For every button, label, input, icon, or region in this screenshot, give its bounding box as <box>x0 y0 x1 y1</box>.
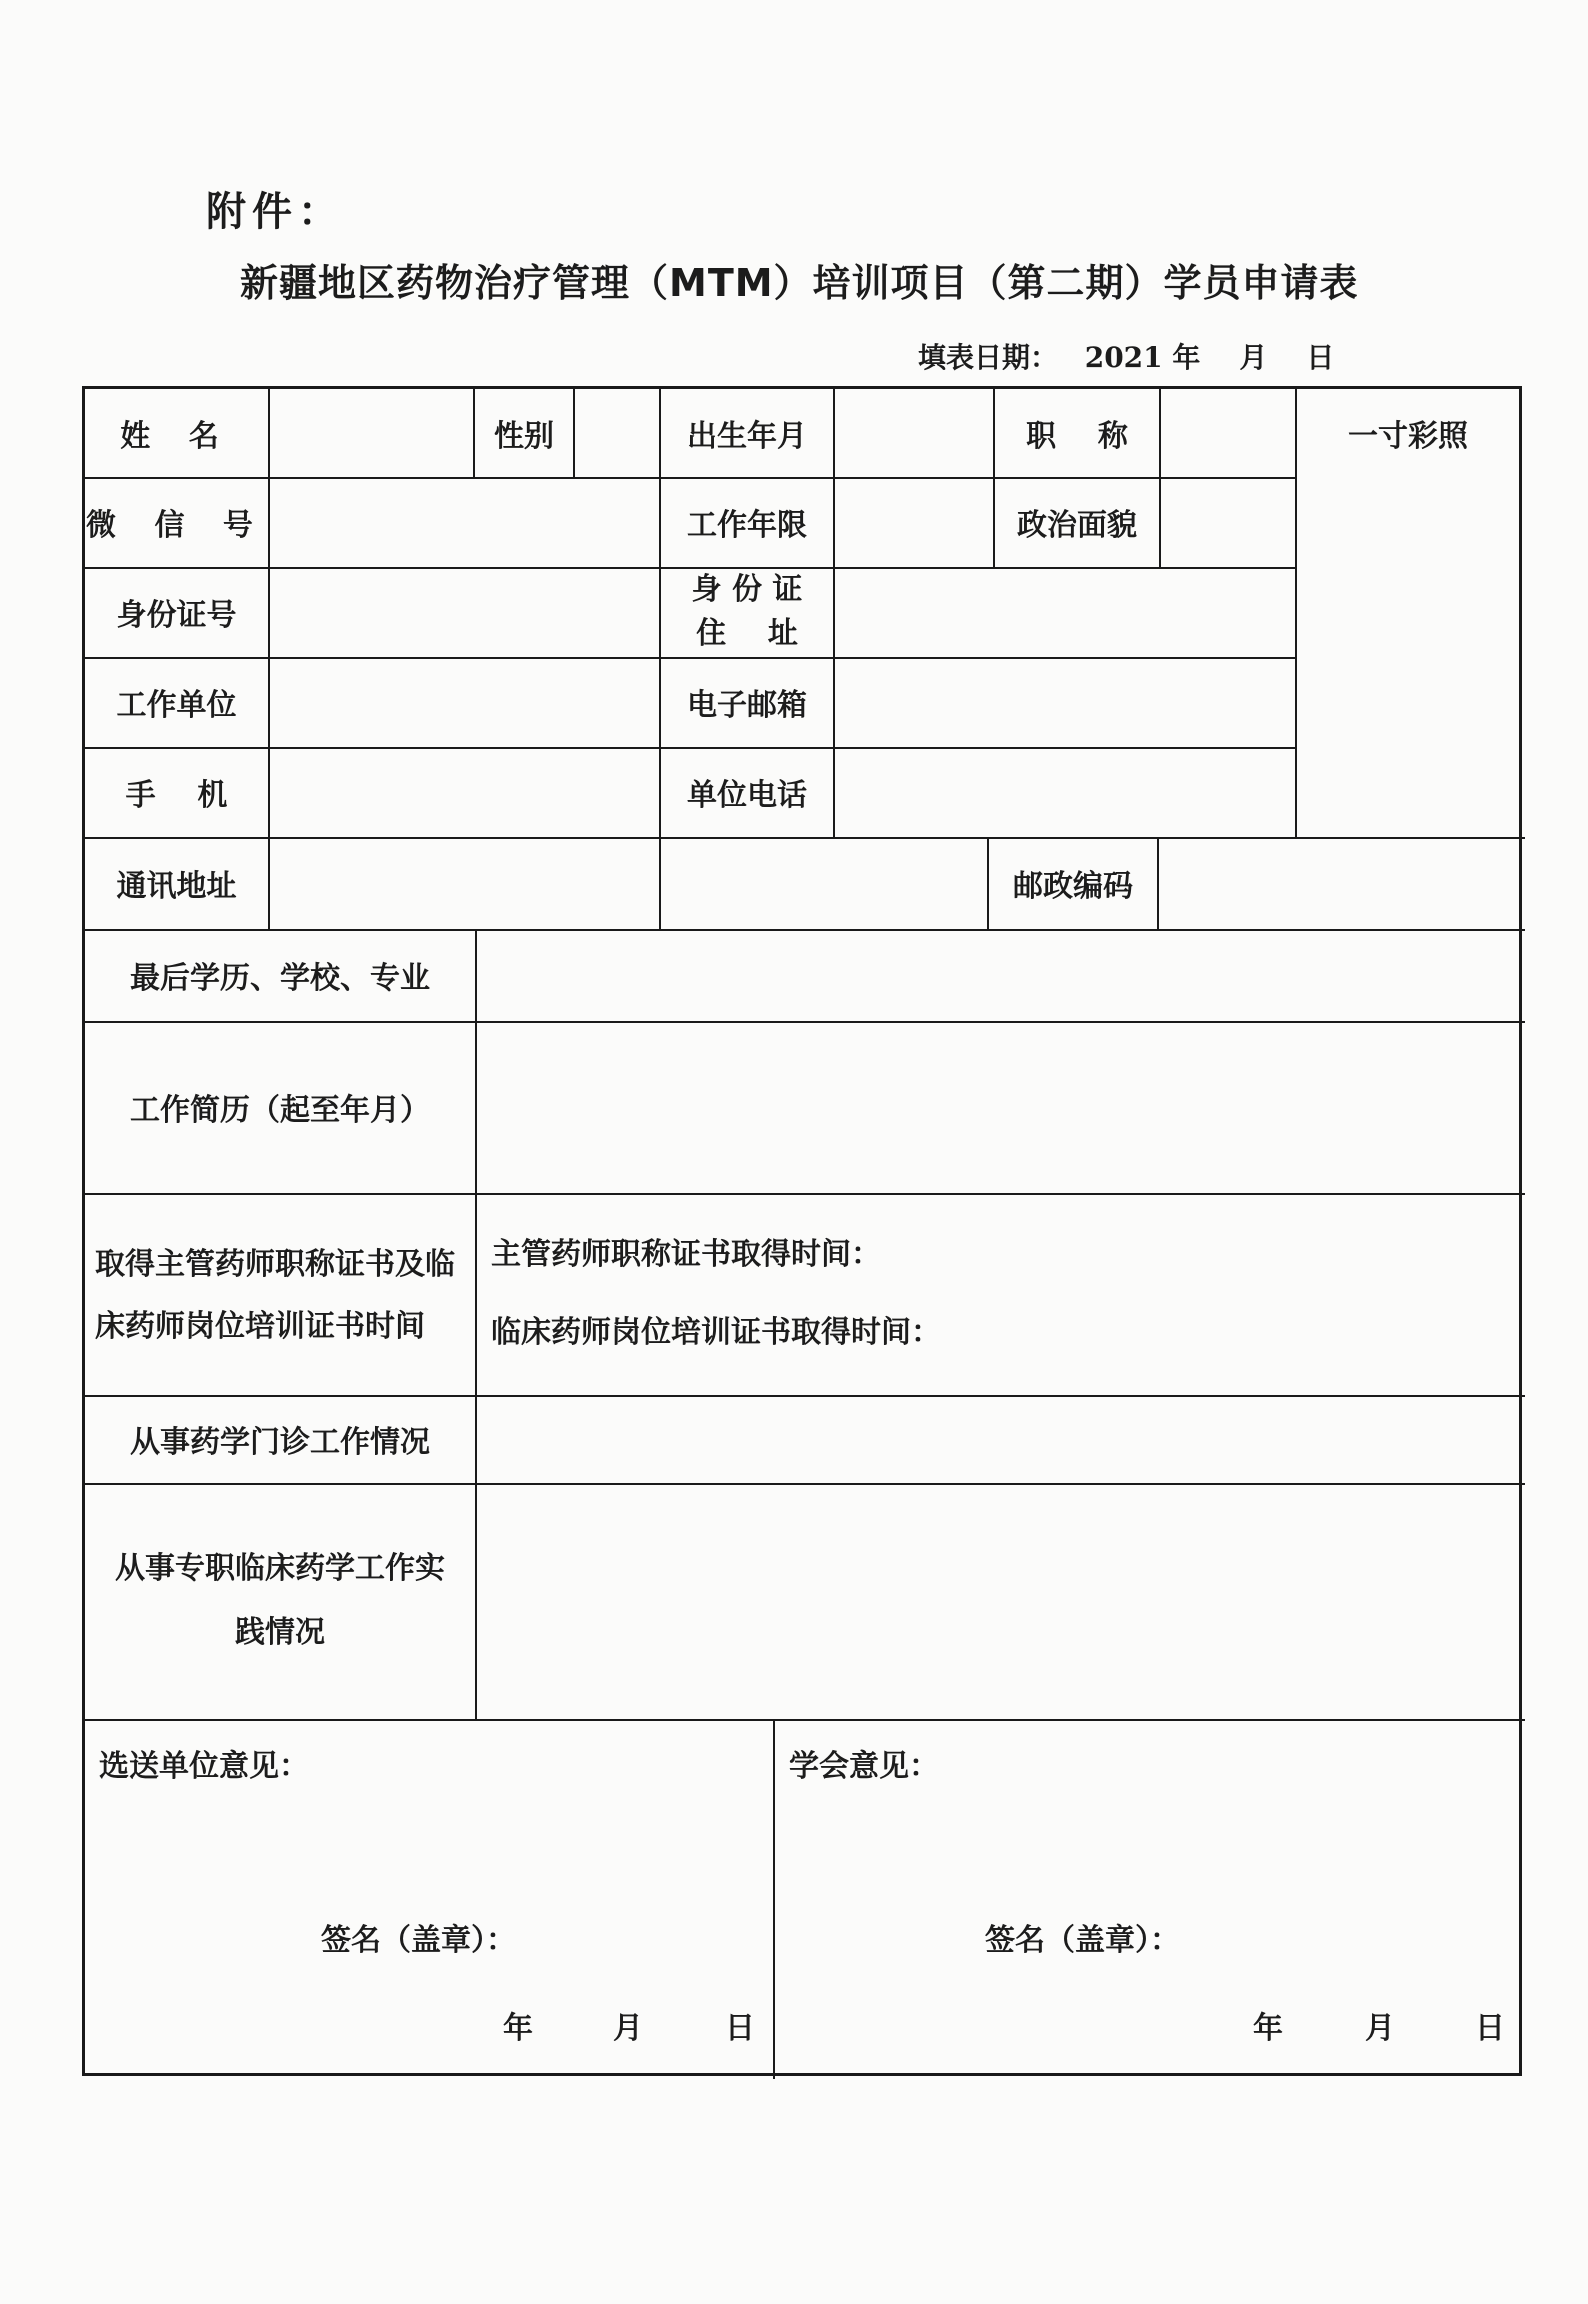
label-education: 最后学历、学校、专业 <box>130 961 430 996</box>
label-birth: 出生年月 <box>687 419 807 454</box>
label-employer: 工作单位 <box>116 688 237 723</box>
label-gender: 性别 <box>494 419 554 454</box>
form-title: 新疆地区药物治疗管理（MTM）培训项目（第二期）学员申请表 <box>240 261 1359 305</box>
label-title: 职 称 <box>1026 419 1128 454</box>
certificates-field[interactable] <box>477 1195 1519 1393</box>
label-clinical-practice: 从事专职临床药学工作实践情况 <box>115 1551 445 1650</box>
label-work-phone: 单位电话 <box>687 778 807 813</box>
unit-signature-label: 签名（盖章）： <box>321 1923 516 1958</box>
label-id-address-line2: 住 址 <box>696 616 798 651</box>
email-field[interactable] <box>835 657 1295 747</box>
label-name: 姓 名 <box>120 419 233 454</box>
work-phone-field[interactable] <box>835 747 1295 837</box>
cert-line-clinical: 临床药师岗位培训证书取得时间： <box>491 1315 941 1350</box>
employer-field[interactable] <box>270 657 659 747</box>
unit-opinion-field[interactable] <box>85 1721 773 2073</box>
unit-date-month: 月 <box>613 2011 643 2046</box>
unit-opinion-label: 选送单位意见： <box>99 1749 309 1784</box>
society-date-month: 月 <box>1365 2011 1395 2046</box>
political-field[interactable] <box>1161 477 1295 567</box>
label-clinic-work: 从事药学门诊工作情况 <box>130 1425 430 1460</box>
unit-date-day: 日 <box>725 2011 755 2046</box>
education-field[interactable] <box>477 929 1519 1021</box>
work-years-field[interactable] <box>835 477 993 567</box>
name-field[interactable] <box>270 389 473 477</box>
label-wechat: 微 信 号 <box>86 508 267 543</box>
id-address-field[interactable] <box>835 567 1295 657</box>
postcode-field[interactable] <box>1159 837 1519 929</box>
society-date-year: 年 <box>1253 2011 1283 2046</box>
mobile-field[interactable] <box>270 747 659 837</box>
clinic-work-field[interactable] <box>477 1395 1519 1483</box>
address-field[interactable] <box>270 837 987 929</box>
fill-date-value: 2021 年 月 日 <box>1084 341 1335 374</box>
label-resume: 工作简历（起至年月） <box>130 1093 430 1128</box>
fill-date-label: 填表日期： <box>918 341 1059 374</box>
society-signature-label: 签名（盖章）： <box>985 1923 1180 1958</box>
photo-box[interactable] <box>1297 479 1519 837</box>
clinical-practice-field[interactable] <box>477 1483 1519 1719</box>
birth-field[interactable] <box>835 389 993 477</box>
label-postcode: 邮政编码 <box>1013 869 1133 904</box>
attachment-label: 附件： <box>206 189 344 235</box>
title-field[interactable] <box>1161 389 1295 477</box>
label-email: 电子邮箱 <box>687 688 807 723</box>
photo-label: 一寸彩照 <box>1348 419 1468 454</box>
label-address: 通讯地址 <box>116 869 237 904</box>
gender-field[interactable] <box>575 389 659 477</box>
label-political: 政治面貌 <box>1017 508 1137 543</box>
society-opinion-label: 学会意见： <box>789 1749 939 1784</box>
application-form-table <box>82 386 1522 2076</box>
label-mobile: 手 机 <box>125 778 228 813</box>
unit-date-year: 年 <box>503 2011 533 2046</box>
resume-field[interactable] <box>477 1021 1519 1193</box>
wechat-field[interactable] <box>270 477 659 567</box>
label-id-address <box>661 567 833 657</box>
fill-date <box>918 336 1408 376</box>
society-date-day: 日 <box>1475 2011 1505 2046</box>
label-work-years: 工作年限 <box>687 508 807 543</box>
cert-line-pharmacist: 主管药师职称证书取得时间： <box>491 1237 881 1272</box>
id-number-field[interactable] <box>270 567 659 657</box>
label-certificates: 取得主管药师职称证书及临床药师岗位培训证书时间 <box>95 1247 455 1344</box>
society-opinion-field[interactable] <box>775 1721 1519 2073</box>
label-id-address-line1: 身 份 证 <box>691 572 803 607</box>
label-id-number: 身份证号 <box>116 598 237 633</box>
